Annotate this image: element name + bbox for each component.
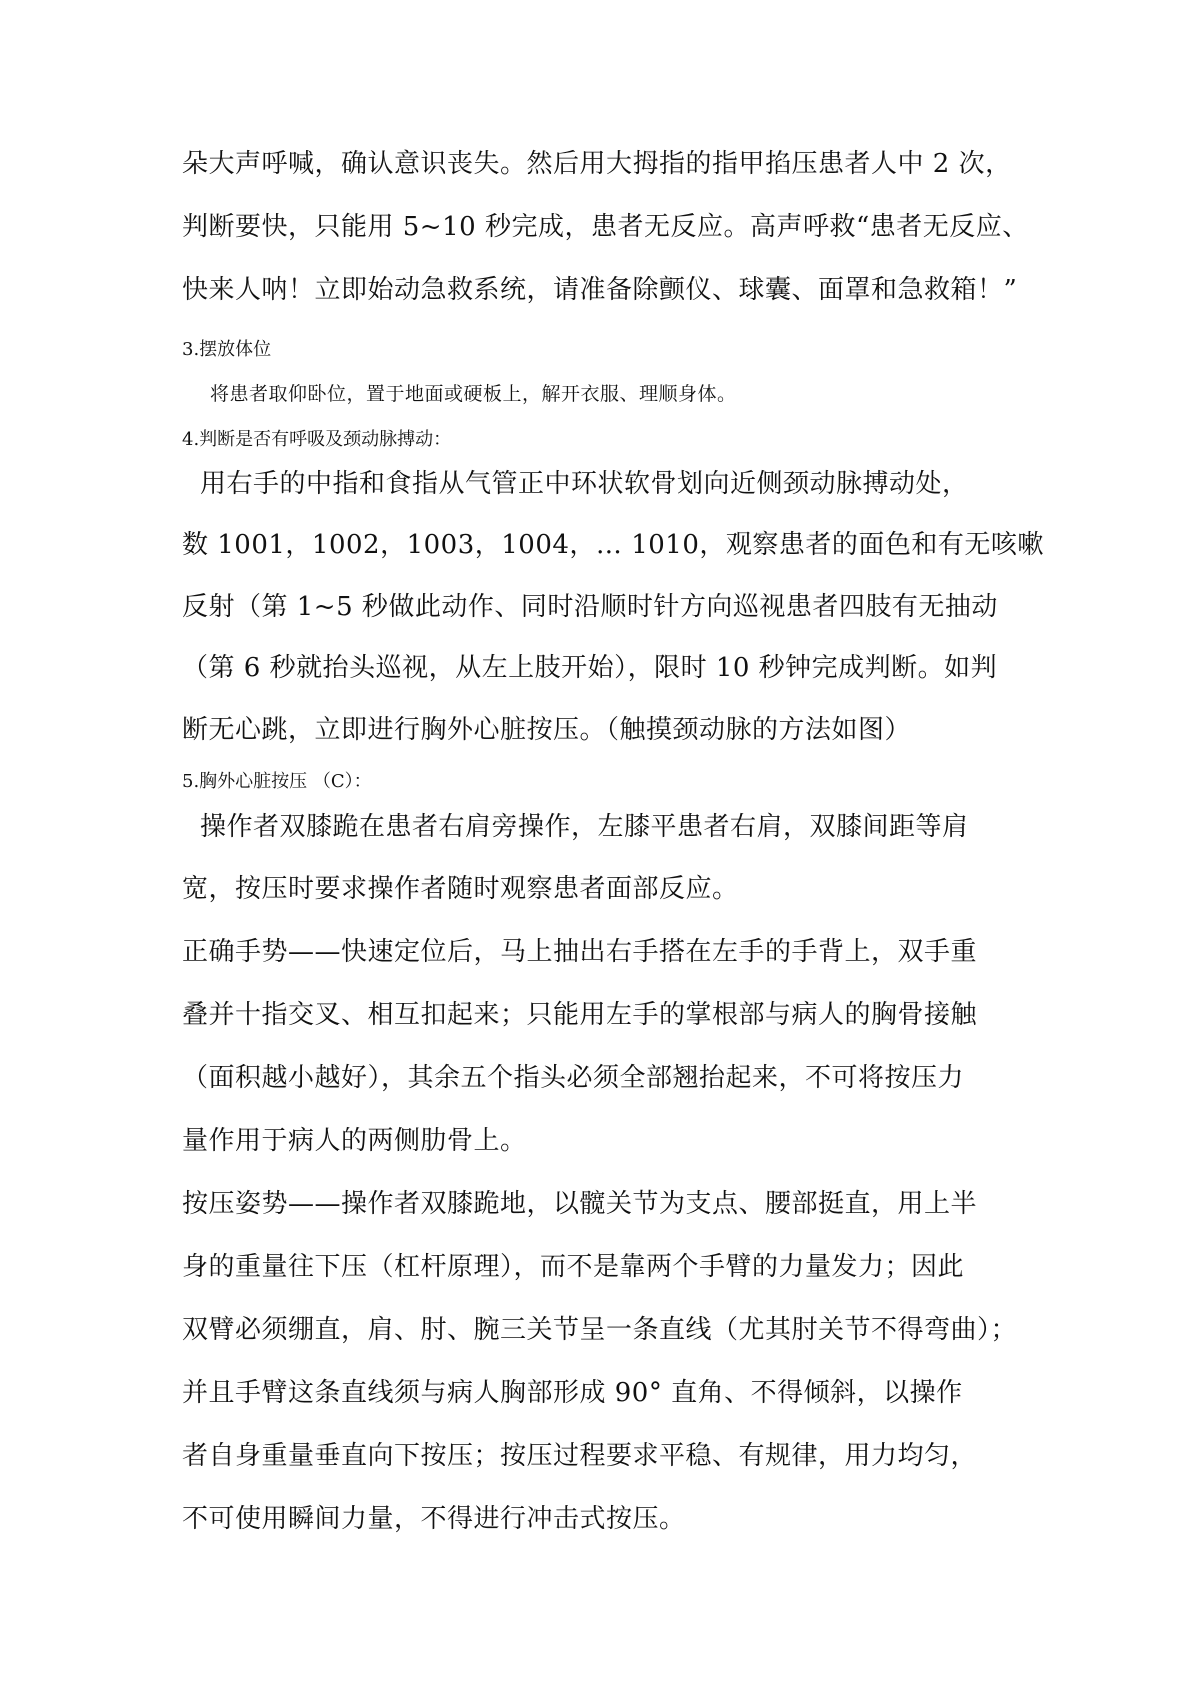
text-line: 宽，按压时要求操作者随时观察患者面部反应。 [182,874,739,904]
text-line: 者自身重量垂直向下按压；按压过程要求平稳、有规律，用力均匀， [182,1441,978,1471]
text-line: 并且手臂这条直线须与病人胸部形成 90° 直角、不得倾斜，以操作 [182,1378,963,1408]
section-heading: 3.摆放体位 [182,339,272,360]
text-line: 操作者双膝跪在患者右肩旁操作，左膝平患者右肩，双膝间距等肩 [200,812,969,842]
text-line: 判断要快，只能用 5~10 秒完成，患者无反应。高声呼救“患者无反应、 [182,212,1029,242]
text-line: 按压姿势——操作者双膝跪地，以髋关节为支点、腰部挺直，用上半 [182,1189,978,1219]
text-line: 将患者取仰卧位，置于地面或硬板上，解开衣服、理顺身体。 [210,383,737,405]
text-line: 数 1001，1002，1003，1004，… 1010，观察患者的面色和有无咳嗽 [182,530,1044,560]
section-heading: 4.判断是否有呼吸及颈动脉搏动： [182,429,452,450]
text-line: 量作用于病人的两侧肋骨上。 [182,1126,527,1156]
section-heading: 5.胸外心脏按压 （C）： [182,771,372,792]
text-line: 快来人呐！立即始动急救系统，请准备除颤仪、球囊、面罩和急救箱！” [182,275,1018,305]
text-line: 正确手势——快速定位后，马上抽出右手搭在左手的手背上，双手重 [182,937,978,967]
text-line: 朵大声呼喊，确认意识丧失。然后用大拇指的指甲掐压患者人中 2 次， [182,149,1012,179]
text-line: 反射（第 1~5 秒做此动作、同时沿顺时针方向巡视患者四肢有无抽动 [182,592,998,622]
text-line: 叠并十指交叉、相互扣起来；只能用左手的掌根部与病人的胸骨接触 [182,1000,978,1030]
text-line: 断无心跳，立即进行胸外心脏按压。（触摸颈动脉的方法如图） [182,715,912,745]
text-line: 双臂必须绷直，肩、肘、腕三关节呈一条直线（尤其肘关节不得弯曲）； [182,1315,1018,1345]
text-line: 用右手的中指和食指从气管正中环状软骨划向近侧颈动脉搏动处， [200,469,969,499]
text-line: 不可使用瞬间力量，不得进行冲击式按压。 [182,1504,686,1534]
text-line: 身的重量往下压（杠杆原理），而不是靠两个手臂的力量发力；因此 [182,1252,965,1282]
text-line: （第 6 秒就抬头巡视，从左上肢开始），限时 10 秒钟完成判断。如判 [182,653,998,683]
text-line: （面积越小越好），其余五个指头必须全部翘抬起来，不可将按压力 [182,1063,965,1093]
